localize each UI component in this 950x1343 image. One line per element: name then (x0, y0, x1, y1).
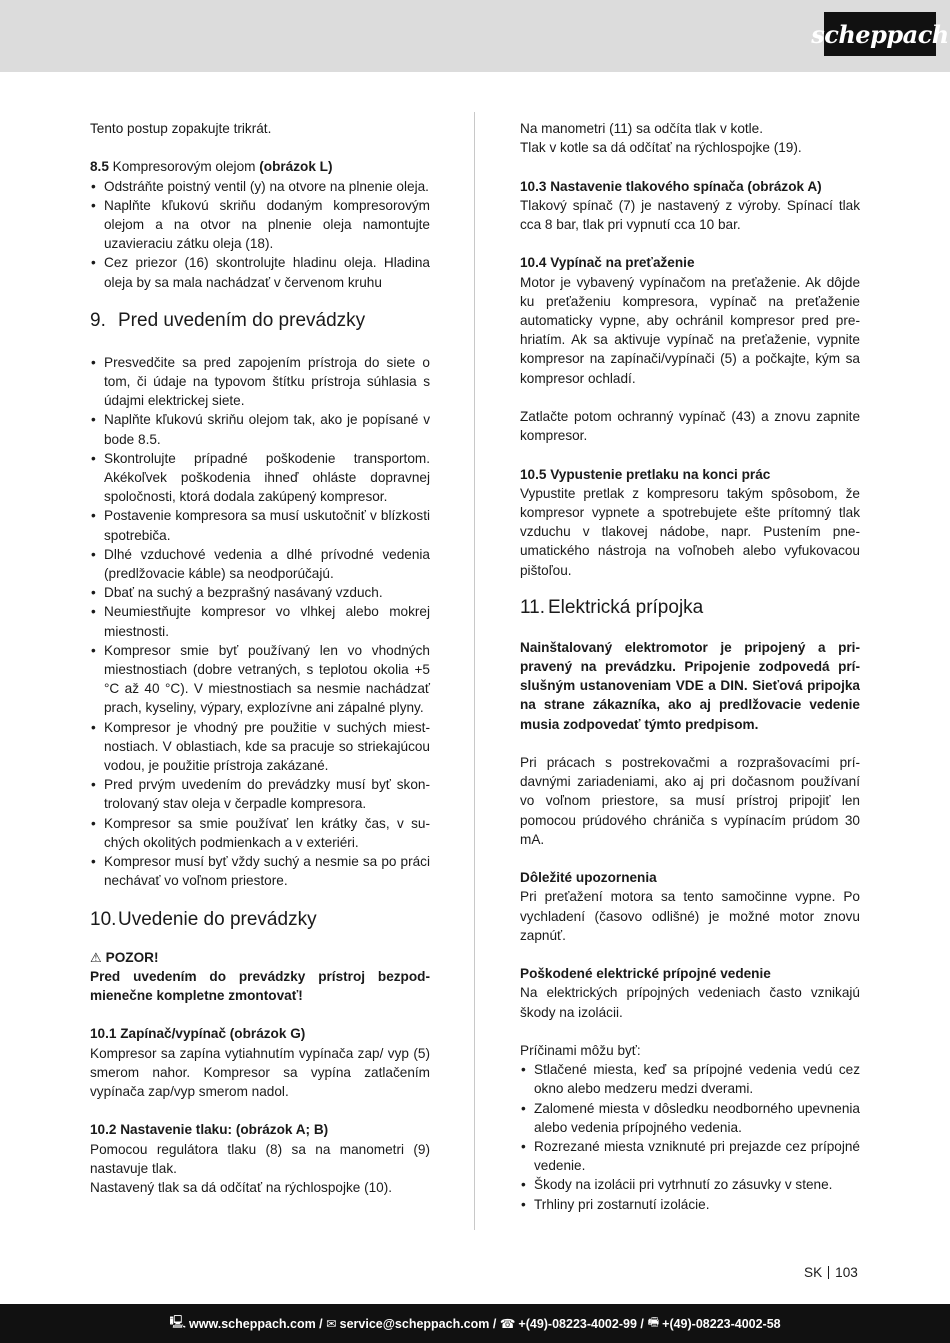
email-icon: ✉ (326, 1317, 337, 1331)
list-item: • Skontrolujte prípadné poškodenie transportom. Akékoľvek poškodenia ihneď ohláste dopravnej spoločnosti, ktorá dodala zakúpený kompresor. (90, 449, 430, 507)
fax-icon: 🖷 (647, 1315, 660, 1329)
section-8-5-title-plain: Kompresorovým olejom (108, 159, 260, 175)
phone-icon: ☎ (499, 1317, 516, 1331)
scheppach-logo: scheppach (824, 12, 936, 56)
list-item: • Rozrezané miesta vzniknuté pri prejazde cez prípojné vedenie. (520, 1137, 860, 1175)
page-number (804, 1265, 858, 1281)
section-10-5-title: 10.5 Vypustenie pretlaku na konci prác (520, 466, 771, 482)
list-item: • Cez priezor (16) skontrolujte hladinu oleja. Hladina oleja by sa mala nachádzať v červenom kruhu (90, 253, 430, 291)
section-10-1-text: Kompresor sa zapína vytiahnutím vypínača zap/ vyp (5) smerom nahor. Kompresor sa vypína zatlačením vypínača zap/vyp smerom nadol. (90, 1045, 430, 1099)
section-8-5-title (90, 157, 430, 176)
section-11-num: 11. (520, 596, 546, 618)
important-notes-title: Dôležité upozornenia (520, 870, 657, 886)
page-lang: SK (804, 1265, 823, 1280)
footer-phone: +(49)-08223-4002-99 / (518, 1316, 644, 1331)
section-11-bold-text: Nainštalovaný elektromotor je pripojený a pripravený na prevádzku. Pripojenie zodpovedá príslušným ustanoveniam VDE a DIN. Sieťová pripojka na strane zákazníka, ako aj predlžovacie vedenie musia zodpovedať týmto predpisom. (520, 639, 860, 732)
section-8-5-list (90, 177, 430, 292)
section-11-title: Elektrická prípojka (548, 596, 704, 618)
warning-title (90, 948, 430, 967)
list-item: • Dlhé vzduchové vedenia a dlhé prívodné vedenia (predlžovacie káble) sa neodporúčajú. (90, 545, 430, 583)
list-item: • Kompresor musí byť vždy suchý a nesmie sa po práci nechávať vo voľnom priestore. (90, 852, 430, 890)
warning-triangle-icon: ⚠ (90, 949, 102, 965)
causes-list (520, 1060, 860, 1214)
footer-band (0, 1304, 950, 1343)
page-separator (828, 1266, 829, 1279)
section-10-4-text-2: Zatlačte potom ochranný vypínač (43) a znovu zapnite kompresor. (520, 409, 860, 444)
section-11-text: Pri prácach s postrekovačmi a rozprašovacími prídavnými zariadeniami, ako aj pri dočasnom používaní vo voľnom priestore, sa musí prístroj pripojiť len pomocou prúdového chrániča s vypínacím prúdom 30 mA. (520, 755, 860, 847)
section-10-num: 10. (90, 908, 117, 930)
section-9-title: Pred uvedením do prevádzky (118, 309, 366, 331)
damaged-cable-title: Poškodené elektrické prípojné vedenie (520, 966, 771, 982)
list-item: • Postavenie kompresora sa musí uskutočniť v blízkosti spotrebiča. (90, 506, 430, 544)
right-column (520, 119, 860, 1214)
list-item: • Trhliny pri zostarnutí izolácie. (520, 1195, 860, 1214)
warning-title-text: POZOR! (105, 949, 159, 965)
section-10-title: Uvedenie do prevádzky (118, 908, 317, 930)
boiler-pressure-text: Tlak v kotle sa dá odčítať na rýchlospojke (19). (520, 140, 802, 156)
section-11-heading (520, 596, 860, 620)
section-10-2-text-2: Nastavený tlak sa dá odčítať na rýchlospojke (10). (90, 1179, 393, 1195)
warning-text: Pred uvedením do prevádzky prístroj bezpodmienečne kompletne zmontovať! (90, 968, 430, 1003)
intro-text: Tento postup zopakujte trikrát. (90, 121, 272, 136)
section-10-3-text: Tlakový spínač (7) je nastavený z výroby. Spínací tlak cca 8 bar, tlak pri vypnutí cca 10 bar. (520, 197, 860, 232)
page-num-value: 103 (835, 1265, 858, 1280)
section-9-num: 9. (90, 309, 106, 331)
section-10-2-title: 10.2 Nastavenie tlaku: (obrázok A; B) (90, 1122, 329, 1138)
causes-intro: Príčinami môžu byť: (520, 1043, 641, 1059)
column-divider (474, 112, 475, 1230)
footer-web[interactable]: www.scheppach.com / (189, 1316, 323, 1331)
computer-icon: 🖳 (169, 1315, 187, 1329)
section-10-4-title: 10.4 Vypínač na preťaženie (520, 255, 695, 271)
list-item: • Kompresor je vhodný pre použitie v suchých miestnostiach. V oblastiach, kde sa pracuje so striekajúcou vodou, je použitie prístroja zakázané. (90, 718, 430, 776)
section-8-5-num: 8.5 (90, 159, 109, 175)
damaged-cable-text: Na elektrických prípojných vedeniach často vznikajú škody na izolácii. (520, 985, 860, 1020)
section-9-list (90, 353, 430, 891)
list-item: • Kompresor smie byť používaný len vo vhodných miestnostiach (dobre vetraných, s teplotou okolia +5 °C až 40 °C). V miestnostiach sa nesmie nachádzať prach, kyseliny, výpary, explozívne ani zápalné plyny. (90, 641, 430, 718)
list-item: • Zalomené miesta v dôsledku neodborného upevnenia alebo vedenia prípojného vedenia. (520, 1099, 860, 1137)
header-band (0, 0, 950, 72)
list-item: • Škody na izolácii pri vytrhnutí zo zásuvky v stene. (520, 1175, 860, 1194)
section-9-heading (90, 309, 430, 333)
manometer-text: Na manometri (11) sa odčíta tlak v kotle. (520, 121, 764, 136)
list-item: • Dbať na suchý a bezprašný nasávaný vzduch. (90, 583, 430, 602)
section-10-3-title: 10.3 Nastavenie tlakového spínača (obrázok A) (520, 178, 822, 194)
section-10-5-text: Vypustite pretlak z kompresoru takým spôsobom, že kompresor vypnete a spotrebujete ešte prítomný tlak vzduchu v tlakovej nádobe, napr. Pustením pneumatického nástroja na voľnobeh alebo vyfukovacou pištoľou. (520, 485, 860, 578)
list-item: • Neumiestňujte kompresor vo vlhkej alebo mokrej miestnosti. (90, 602, 430, 640)
section-10-4-text-1: Motor je vybavený vypínačom na preťaženie. Ak dôjde ku preťaženiu kompresora, vypínač na preťaženie automaticky vypne, aby ochránil kompresor pred prehriatím. Ak sa aktivuje vypínač na preťaženie, vypnite kompresor na zapínači/vypínači (5) a počkajte, kým sa kompresor ochladí. (520, 274, 860, 386)
section-10-2-text-1: Pomocou regulátora tlaku (8) sa na manometri (9) nastavuje tlak. (90, 1141, 430, 1176)
list-item: • Stlačené miesta, keď sa prípojné vedenia vedú cez okno alebo medzeru medzi dverami. (520, 1060, 860, 1098)
list-item: • Kompresor sa smie používať len krátky čas, v suchých okolitých podmienkach a v exteriéri. (90, 814, 430, 852)
list-item: • Naplňte kľukovú skriňu dodaným kompresorovým olejom a na otvor na plnenie oleja namontujte uzavieraciu zátku oleja (18). (90, 196, 430, 254)
list-item: • Presvedčite sa pred zapojením prístroja do siete o tom, či údaje na typovom štítku prístroja súhlasia s údajmi elektrickej siete. (90, 353, 430, 411)
section-8-5-title-bold: (obrázok L) (259, 159, 333, 175)
section-10-heading (90, 908, 430, 932)
footer-email[interactable]: service@scheppach.com / (339, 1316, 497, 1331)
footer-fax: +(49)-08223-4002-58 (662, 1316, 781, 1331)
list-item: • Naplňte kľukovú skriňu olejom tak, ako je popísané v bode 8.5. (90, 410, 430, 448)
important-notes-text: Pri preťažení motora sa tento samočinne vypne. Po vychladení (časovo odlišné) je možné motor znovu zapnúť. (520, 889, 860, 943)
list-item: • Pred prvým uvedením do prevádzky musí byť skontrolovaný stav oleja v čerpadle kompresora. (90, 775, 430, 813)
section-10-1-title: 10.1 Zapínač/vypínač (obrázok G) (90, 1026, 306, 1042)
left-column (90, 119, 430, 1197)
list-item: • Odstráňte poistný ventil (y) na otvore na plnenie oleja. (90, 177, 430, 196)
